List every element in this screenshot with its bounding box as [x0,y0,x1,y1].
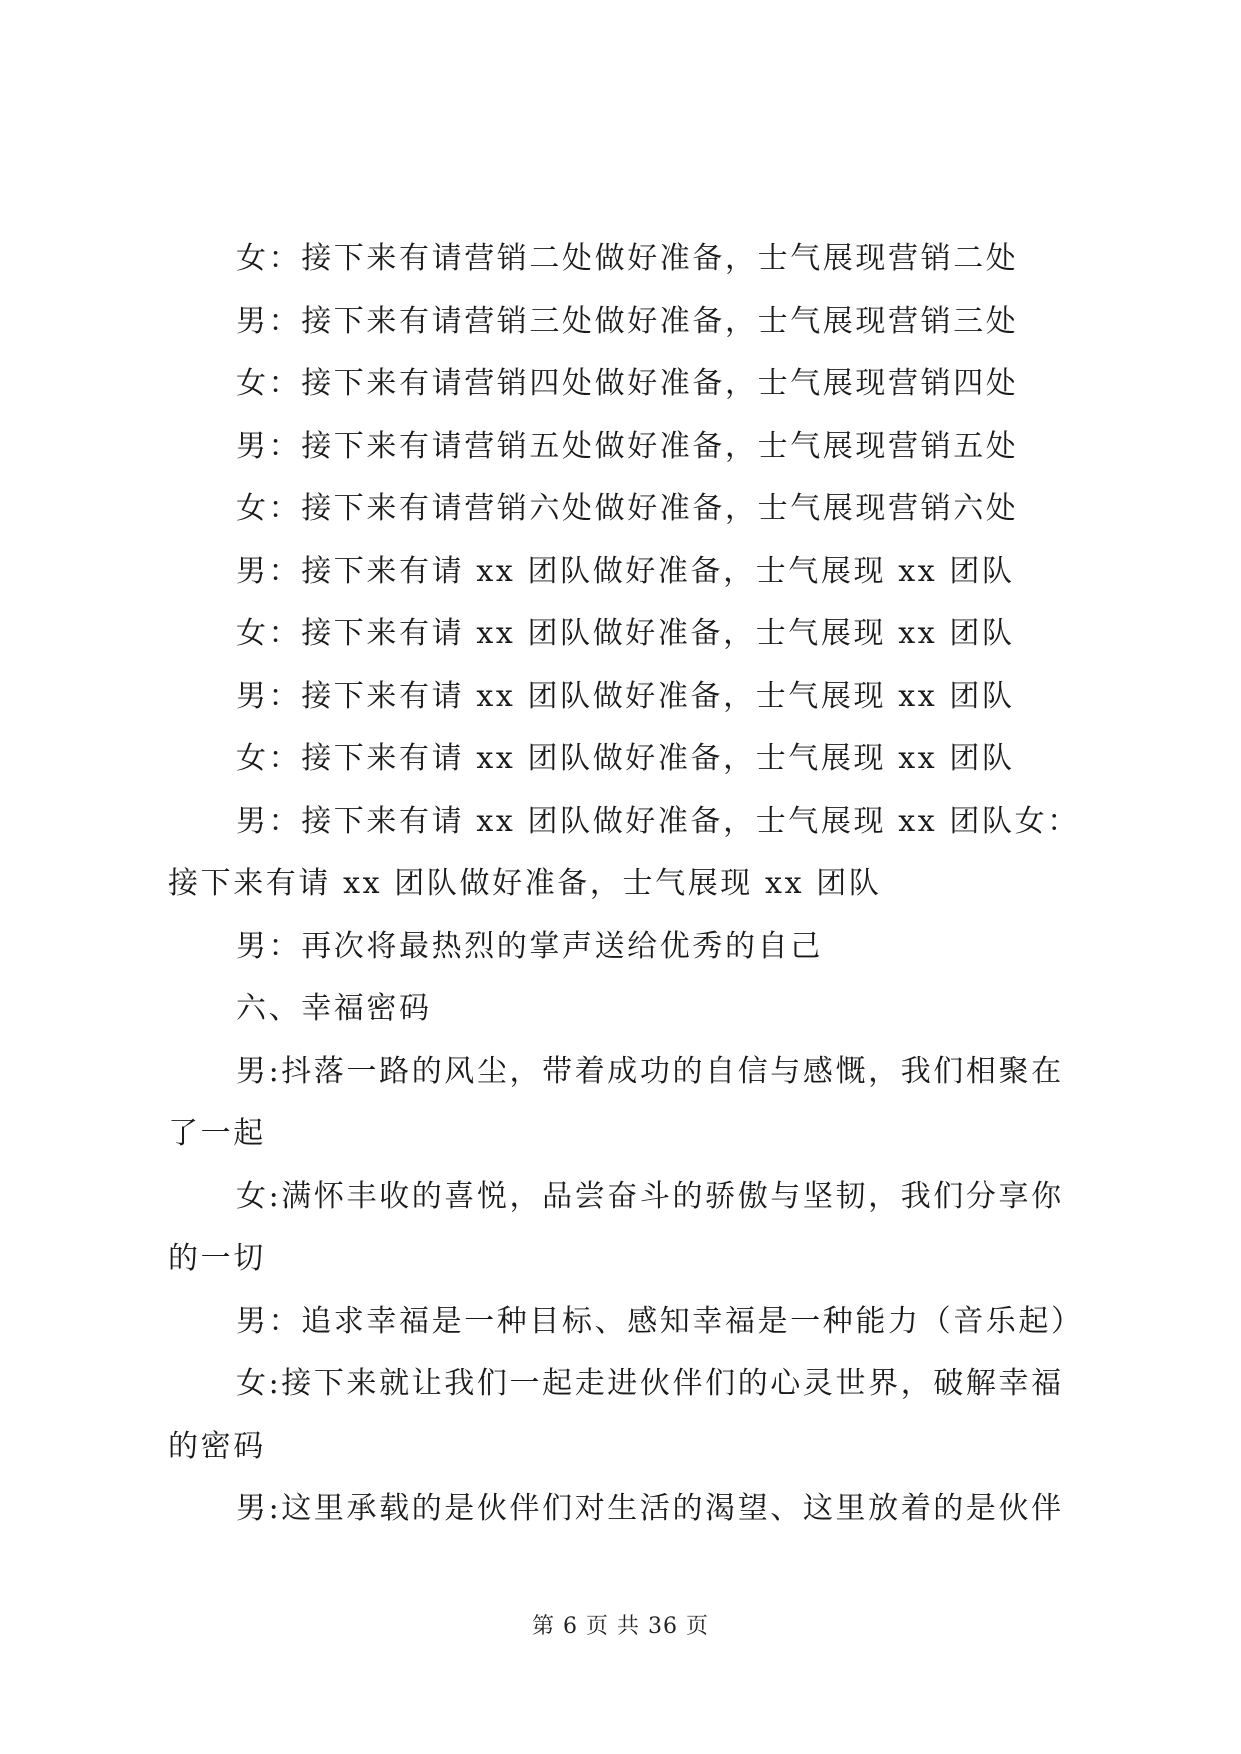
document-body [168,228,1088,1541]
paragraph: 女：接下来有请营销四处做好准备，士气展现营销四处 [236,366,1019,401]
paragraph: 男：接下来有请 xx 团队做好准备，士气展现 xx 团队 [236,553,1015,589]
paragraph: 男：接下来有请 xx 团队做好准备，士气展现 xx 团队女：接下来有请 xx 团队做好准备，士气展现 xx 团队 [168,803,1080,901]
paragraph: 男：接下来有请营销五处做好准备，士气展现营销五处 [236,428,1019,464]
section-heading: 六、幸福密码 [236,991,432,1026]
paragraph: 男：追求幸福是一种目标、感知幸福是一种能力（音乐起） [236,1303,1084,1339]
paragraph: 男：接下来有请 xx 团队做好准备，士气展现 xx 团队 [236,678,1015,714]
page-number-footer: 第 6 页 共 36 页 [532,1614,709,1639]
paragraph: 男:这里承载的是伙伴们对生活的渴望、这里放着的是伙伴 [236,1491,1064,1526]
paragraph: 女：接下来有请 xx 团队做好准备，士气展现 xx 团队 [236,616,1015,651]
paragraph: 女:满怀丰收的喜悦，品尝奋斗的骄傲与坚韧，我们分享你的一切 [168,1178,1064,1276]
paragraph: 女：接下来有请营销六处做好准备，士气展现营销六处 [236,491,1019,526]
paragraph: 女：接下来有请营销二处做好准备，士气展现营销二处 [236,241,1019,276]
paragraph: 男：接下来有请营销三处做好准备，士气展现营销三处 [236,303,1019,339]
paragraph: 男：再次将最热烈的掌声送给优秀的自己 [236,928,823,964]
paragraph: 男:抖落一路的风尘，带着成功的自信与感慨，我们相聚在了一起 [168,1053,1064,1151]
paragraph: 女：接下来有请 xx 团队做好准备，士气展现 xx 团队 [236,741,1015,776]
paragraph: 女:接下来就让我们一起走进伙伴们的心灵世界，破解幸福的密码 [168,1366,1064,1464]
